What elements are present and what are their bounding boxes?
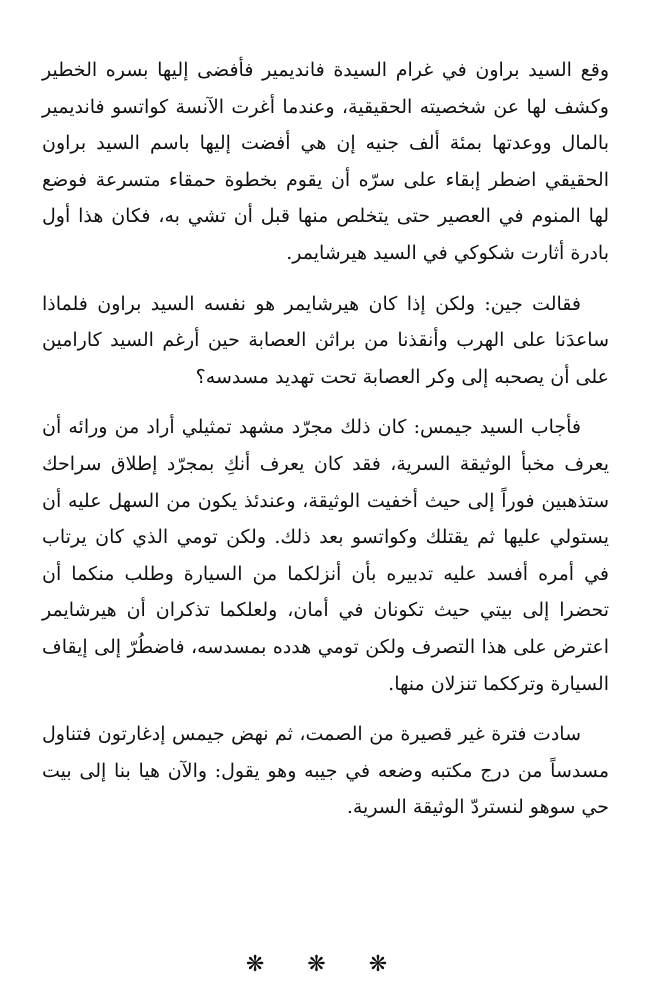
paragraph-1 (42, 52, 609, 272)
paragraph-1-text: وقع السيد براون في غرام السيدة فانديمير فأفضى إليها بسره الخطير وكشف لها عن شخصيته الحقيقية، وعندما أغرت الآنسة كواتسو فانديمير بالمال ووعدتها بمئة ألف جنيه إن هي أفضت إليها باسم السيد براون الحقيقي اضطر إبقاء على سرّه أن يقوم بخطوة حمقاء متسرعة فوضع لها المنوم في العصير حتى يتخلص منها قبل أن تشي به، فكان هذا أول بادرة أثارت شكوكي في السيد هيرشايمر. (42, 59, 609, 264)
paragraph-2 (42, 286, 609, 396)
paragraph-4-text: سادت فترة غير قصيرة من الصمت، ثم نهض جيمس إدغارتون فتناول مسدساً من درج مكتبه وضعه في جيبه وهو يقول: والآن هيا بنا إلى بيت حي سوهو لنستردّ الوثيقة السرية. (42, 723, 609, 819)
paragraph-2-text: فقالت جين: ولكن إذا كان هيرشايمر هو نفسه السيد براون فلماذا ساعدَنا على الهرب وأنقذنا من براثن العصابة حين أرغم السيد كارامين على أن يصحبه إلى وكر العصابة تحت تهديد مسدسه؟ (42, 292, 609, 388)
paragraph-4 (42, 716, 609, 826)
section-break-ornament: ❋ ❋ ❋ (245, 952, 406, 977)
paragraph-3 (42, 409, 609, 702)
paragraph-3-text: فأجاب السيد جيمس: كان ذلك مجرّد مشهد تمثيلي أراد من ورائه أن يعرف مخبأ الوثيقة السرية، فقد كان يعرف أنكِ بمجرّد إطلاق سراحك ستذهبين فوراً إلى حيث أخفيت الوثيقة، وعندئذ يكون من السهل عليه أن يستولي عليها ثم يقتلك وكواتسو بعد ذلك. ولكن تومي الذي كان يرتاب في أمره أفسد عليه تدبيره بأن أنزلكما من السيارة وطلب منكما أن تحضرا إلى بيتي حيث تكونان في أمان، ولعلكما تذكران أن هيرشايمر اعترض على هذا التصرف ولكن تومي هدده بمسدسه، فاضطُرّ إلى إيقاف السيارة وترككما تنزلان منها. (42, 416, 609, 695)
